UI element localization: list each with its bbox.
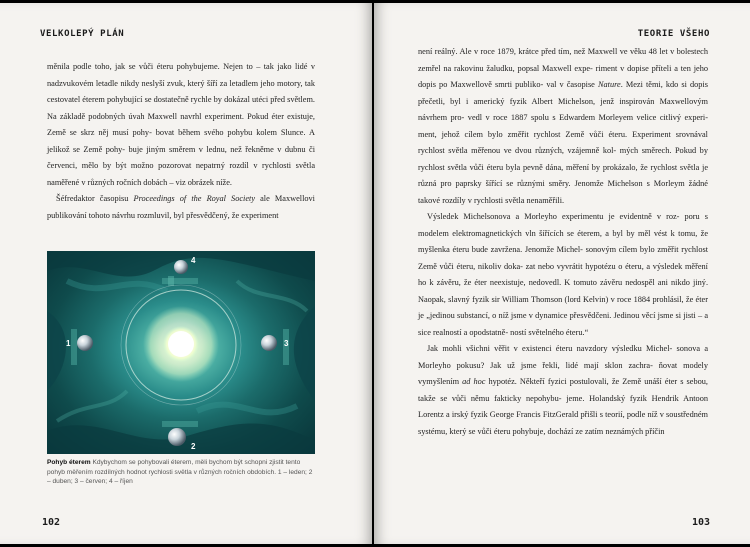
journal-title: Proceedings of the Royal Society bbox=[133, 194, 255, 203]
left-body-text bbox=[47, 59, 315, 224]
text-line: bovat během svého pohybu kolem Slunce. A jelikož se Země pohy- bbox=[47, 128, 315, 154]
paragraph bbox=[418, 341, 708, 440]
text-line: publikování tohoto návrhu rozmluvil, byl přesvědčený, že experiment bbox=[47, 210, 279, 220]
running-header-right: TEORIE VŠEHO bbox=[637, 29, 710, 39]
text-line: zat nebo vyvrátit hypotézu o éteru, a výsledek měření ho k závěru, že bbox=[418, 261, 708, 287]
text-line: měnila podle toho, jak se vůči éteru pohybujeme. Nejen to – tak jako bbox=[47, 62, 292, 71]
figure-label-3: 3 bbox=[284, 339, 289, 348]
text-line: měl vést k tomu, že myšlenka éteru bude zavržena. Jenomže Michel- bbox=[418, 228, 709, 254]
left-page bbox=[0, 3, 372, 544]
text-line: Šéfredaktor časopisu bbox=[56, 194, 134, 203]
text-line: Francis FitzGerald přišli s teorií, podle níž v soustředném systému, bbox=[418, 410, 708, 436]
text-line: jeho motory, tak cestovatel éterem pohybující se dostatečně rychle bbox=[47, 78, 315, 104]
text-line: sonovým cílem bylo změřit rychlost Země vůči éteru, nikoliv doka- bbox=[418, 245, 708, 271]
text-line: v rychlosti světla nenaměřili. bbox=[467, 195, 565, 205]
text-line: val v časopise bbox=[546, 80, 598, 89]
text-line: 48 let v bolestech zemřel na rakovinu žaludku, popsal Maxwell expe- bbox=[418, 47, 708, 73]
ether-motion-figure bbox=[47, 251, 315, 454]
paragraph bbox=[47, 191, 315, 224]
caption-text: Kdybychom se pohybovali éterem, měli bychom být schopni zjistit tento pohyb měřením rozdílných hodnot rychlosti světla v různých ročních obdobích. 1 – leden; 2 – duben; 3 – červen; 4 – říjen bbox=[47, 459, 313, 486]
text-line: v různých ročních dobách – viz obrázek níže. bbox=[81, 177, 232, 187]
italic-term: Nature bbox=[597, 80, 621, 89]
text-line: ale Maxwellovi bbox=[255, 194, 315, 203]
figure-illustration bbox=[47, 251, 315, 454]
running-header-left: VELKOLEPÝ PLÁN bbox=[40, 29, 125, 39]
text-line: fyzik Albert Michelson, jenž inspirován Maxwellovým návrhem pro- bbox=[418, 96, 708, 122]
text-line: měření by prokázalo, že rychlost světla je různá pro paprsky šířící se bbox=[418, 162, 709, 188]
text-line: přesvědčeni. Jedinou věcí jsme si jisti – a sice realností a opodstatně- bbox=[418, 311, 709, 337]
paragraph bbox=[47, 59, 315, 191]
text-line: který se vůči éteru pohybuje, dochází ze zatím neznámých příčin bbox=[449, 426, 665, 436]
text-line: vedl v roce 1887 spolu s Edwardem Morleyem velice citlivý experi- bbox=[467, 113, 708, 122]
text-line: Jak mohli všichni věřit v existenci éteru navzdory výsledku Michel- bbox=[427, 344, 673, 353]
text-line: ností světelného éteru.“ bbox=[510, 327, 589, 337]
text-line: jiný. Naopak, slavný fyzik sir William Thomson (lord Kelvin) v roce bbox=[418, 278, 709, 304]
text-line: není reálný. Ale v roce 1879, krátce před tím, než Maxwell ve věku bbox=[418, 47, 647, 56]
text-line: éter neexistuje, nedovedl. K tomuto závěru nedospěl ani nikdo bbox=[474, 278, 690, 287]
text-line: jeme. Holandský fyzik Hendrik Antoon Lorentz a irský fyzik George bbox=[418, 393, 708, 419]
figure-caption bbox=[47, 458, 315, 487]
page-number-left: 102 bbox=[42, 517, 61, 528]
text-line: poru s modelem elektromagnetických vln šířících se éterem, a byl by bbox=[418, 212, 708, 238]
paragraph bbox=[418, 209, 708, 341]
text-line: by být možno pozorovat nepatrný rozdíl v rychlosti světla naměřené bbox=[47, 161, 315, 187]
text-line: navrhl experiment. Pokud éter existuje, Země se skrz něj musí pohy- bbox=[47, 111, 315, 137]
text-line: riment v dopise příteli a ten jeho dopis po Maxwellově smrti publiko- bbox=[418, 63, 709, 89]
text-line: ňovat modely vymyšlením bbox=[418, 360, 708, 386]
text-line: by dokázal utéci před světlem. Na základě podobných úvah Maxwell bbox=[47, 95, 316, 121]
text-line-continuation: hypotéz. Někteří fyzici postulovali, bbox=[485, 377, 609, 386]
text-line: buje jiným směrem v lednu, než řekněme v dubnu či červenci, mělo bbox=[47, 144, 316, 170]
right-page bbox=[374, 3, 750, 544]
text-line-continuation: . Mezi těmi, kdo si dopis přečetli, byl i americký bbox=[418, 80, 708, 106]
text-line: různými směry. Jenomže Michelson s Morleym žádné takové rozdíly bbox=[418, 179, 708, 205]
figure-label-2: 2 bbox=[191, 442, 196, 451]
caption-title: Pohyb éterem bbox=[47, 459, 91, 466]
text-line: srovnával rychlost světla měřenou ve dvou různých, vzájemně kol- bbox=[418, 129, 708, 155]
text-line: mých směrech. Pokud by rychlost světla vůči éteru byla pevně dána, bbox=[418, 146, 708, 172]
text-line: že Země unáší éter s sebou, takže se vůči němu fakticky nepohybu- bbox=[418, 377, 708, 403]
text-line: Výsledek Michelsonova a Morleyho experimentu je evidentně v roz- bbox=[427, 212, 680, 221]
text-line: lidé v nadzvukovém letadle nikdy neslyší zvuk, který šíří za letadlem bbox=[47, 62, 316, 88]
italic-term: ad hoc bbox=[462, 377, 486, 386]
paragraph bbox=[418, 44, 708, 209]
figure-label-1: 1 bbox=[66, 339, 71, 348]
right-body-text bbox=[418, 44, 708, 440]
figure-label-4: 4 bbox=[191, 256, 196, 265]
text-line: sonova a Morleyho pokusu? Jak už jsme řekli, lidé mají sklon zachra- bbox=[418, 344, 708, 370]
text-line: ment, jehož cílem bylo změřit rychlost Země vůči éteru. Experiment bbox=[418, 129, 671, 139]
page-number-right: 103 bbox=[691, 517, 710, 528]
text-line: 1884 prohlásil, že éter je „jedinou substancí, o níž jsme v dynamice bbox=[418, 294, 708, 320]
